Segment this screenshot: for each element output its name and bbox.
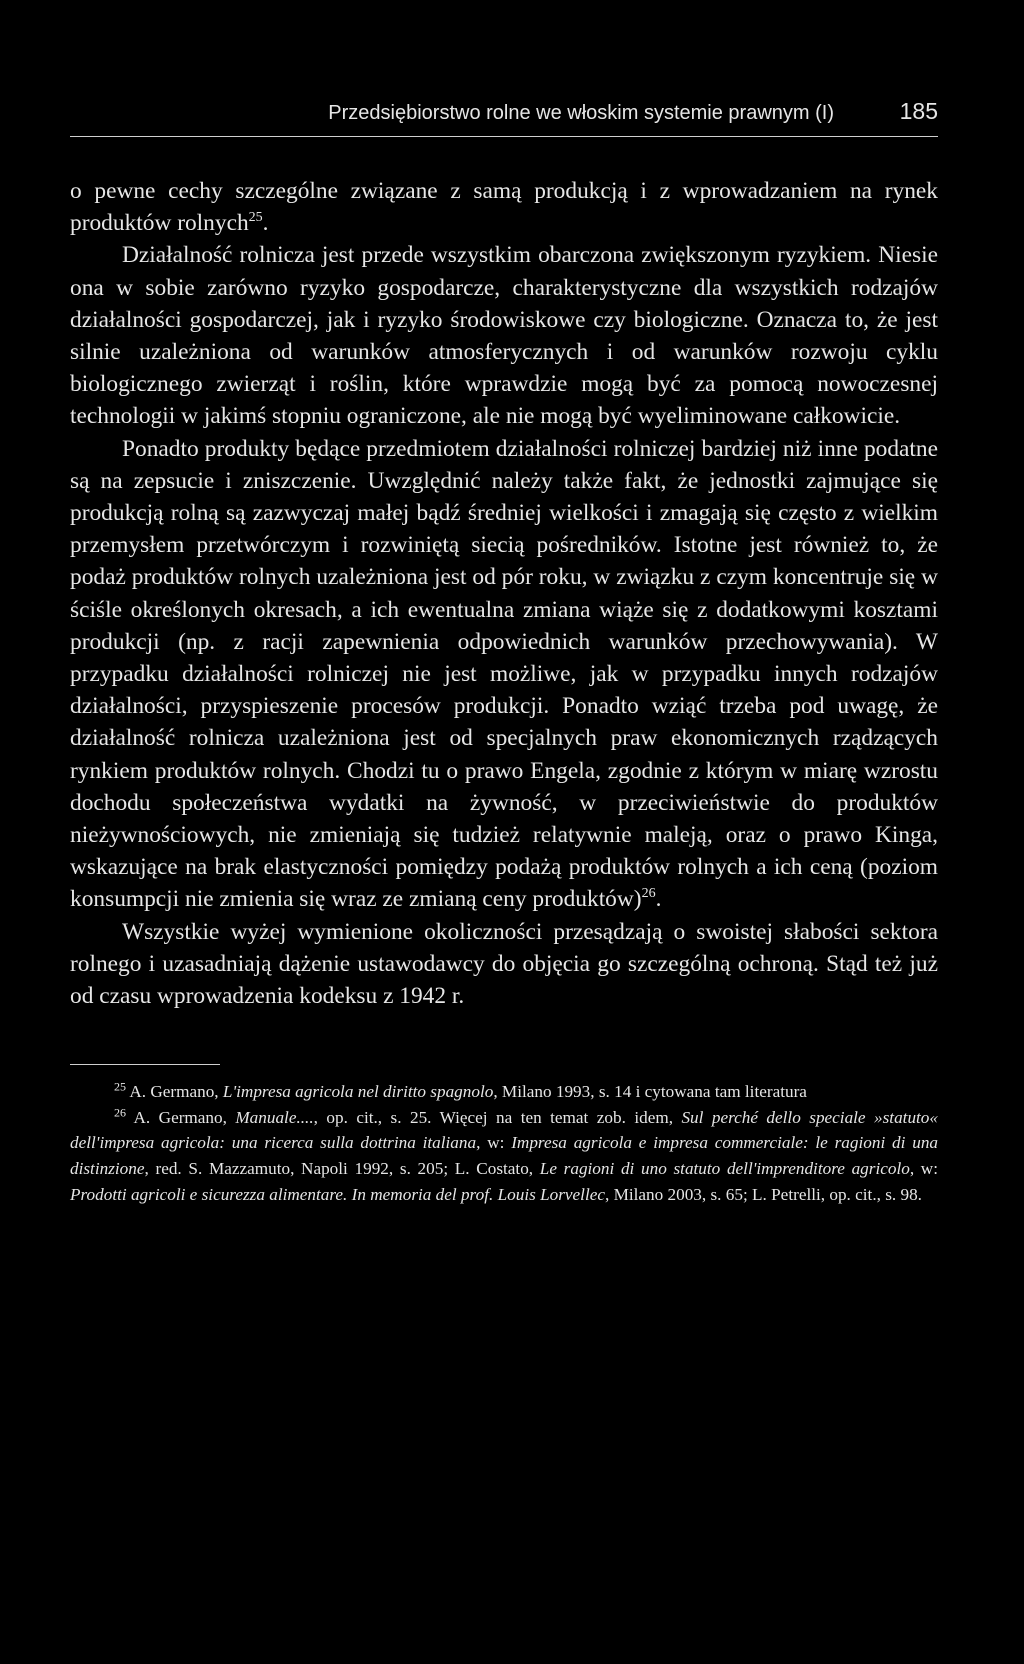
footnote-26-title-3: Impresa agricola e impresa commerciale: le ragioni di una distinzione xyxy=(70,1133,939,1179)
footnote-26-text-1: , op. cit., s. 25. Więcej na ten temat zob. idem, xyxy=(313,1107,682,1127)
footnote-ref-26: 26 xyxy=(641,886,656,902)
footnote-26-text-3: , red. S. Mazzamuto, Napoli 1992, s. 205; L. Costato, xyxy=(144,1159,540,1179)
header-divider xyxy=(70,136,938,137)
footnote-26-text-4: , w: xyxy=(909,1159,938,1179)
footnote-ref-25: 25 xyxy=(248,210,263,226)
footnote-26 xyxy=(70,1105,938,1207)
footnote-25-details: , Milano 1993, s. 14 i cytowana tam literatura xyxy=(493,1082,807,1102)
running-title: Przedsiębiorstwo rolne we włoskim systemie prawnym (I) xyxy=(328,102,834,124)
footnote-26-text-2: , w: xyxy=(476,1133,512,1153)
running-header xyxy=(70,98,938,134)
document-page xyxy=(70,98,938,1207)
footnote-26-title-5: Prodotti agricoli e sicurezza alimentare. In memoria del prof. Louis Lorvellec xyxy=(70,1184,605,1204)
paragraph-2: Działalność rolnicza jest przede wszystkim obarczona zwiększonym ryzykiem. Niesie ona w sobie zarówno ryzyko gospodarcze, charakterystyczne dla wszystkich rodzajów działalności gospodarczej, jak i ryzyko środowiskowe czy biologiczne. Oznacza to, że jest silnie uzależniona od warunków atmosferycznych i od warunków rozwoju cyklu biologicznego zwierząt i roślin, które wprawdzie mogą być za pomocą nowoczesnej technologii w jakimś stopniu ograniczone, ale nie mogą być wyeliminowane całkowicie. xyxy=(70,242,938,430)
footnote-26-author: A. Germano, xyxy=(126,1107,236,1127)
paragraph-3 xyxy=(70,433,938,916)
paragraph-3-end: . xyxy=(655,886,662,913)
footnote-26-title-4: Le ragioni di uno statuto dell'imprenditore agricolo xyxy=(539,1159,910,1179)
body-text xyxy=(70,175,938,1012)
footnote-25-number: 25 xyxy=(114,1079,126,1094)
page-number: 185 xyxy=(899,98,938,124)
footnote-25-author: A. Germano, xyxy=(126,1082,223,1102)
footnote-26-title-1: Manuale.... xyxy=(235,1107,314,1127)
footnote-25 xyxy=(70,1079,938,1105)
paragraph-1-end: . xyxy=(262,210,269,237)
footnote-26-text-5: , Milano 2003, s. 65; L. Petrelli, op. cit., s. 98. xyxy=(604,1184,922,1204)
paragraph-3-text: Ponadto produkty będące przedmiotem działalności rolniczej bardziej niż inne podatne są na zepsucie i zniszczenie. Uwzględnić należy także fakt, że jednostki zajmujące się produkcją rolną są zazwyczaj małej bądź średniej wielkości i zmagają się często z wielkim przemysłem przetwórczym i rozwiniętą siecią pośredników. Istotne jest również to, że podaż produktów rolnych uzależniona jest od pór roku, w związku z czym koncentruje się w ściśle określonych okresach, a ich ewentualna zmiana wiąże się z dodatkowymi kosztami produkcji (np. z racji zapewnienia odpowiednich warunków przechowywania). W przypadku działalności rolniczej nie jest możliwe, jak w przypadku innych rodzajów działalności, przyspieszenie procesów produkcji. Ponadto wziąć trzeba pod uwagę, że działalność rolnicza uzależniona jest od specjalnych praw ekonomicznych rządzących rynkiem produktów rolnych. Chodzi tu o prawo Engela, zgodnie z którym w miarę wzrostu dochodu społeczeństwa wydatki na żywność, w przeciwieństwie do produktów nieżywnościowych, nie zmieniają się tudzież relatywnie maleją, oraz o prawo Kinga, wskazujące na brak elastyczności pomiędzy podażą produktów rolnych a ich ceną (poziom konsumpcji nie zmienia się wraz ze zmianą ceny produktów) xyxy=(70,435,938,913)
paragraph-1-text: o pewne cechy szczególne związane z samą produkcją i z wprowadzaniem na rynek produktów rolnych xyxy=(70,178,938,237)
footnote-25-title: L'impresa agricola nel diritto spagnolo xyxy=(222,1082,494,1102)
footnote-26-title-2: Sul perché dello speciale »statuto« dell'impresa agricola: una ricerca sulla dottrina italiana xyxy=(70,1107,938,1153)
footnotes xyxy=(70,1079,938,1207)
footnote-divider xyxy=(70,1064,220,1065)
paragraph-1 xyxy=(70,175,938,239)
footnote-26-number: 26 xyxy=(114,1105,126,1120)
paragraph-4: Wszystkie wyżej wymienione okoliczności przesądzają o swoistej słabości sektora rolnego i uzasadniają dążenie ustawodawcy do objęcia go szczególną ochroną. Stąd też już od czasu wprowadzenia kodeksu z 1942 r. xyxy=(70,918,938,1010)
